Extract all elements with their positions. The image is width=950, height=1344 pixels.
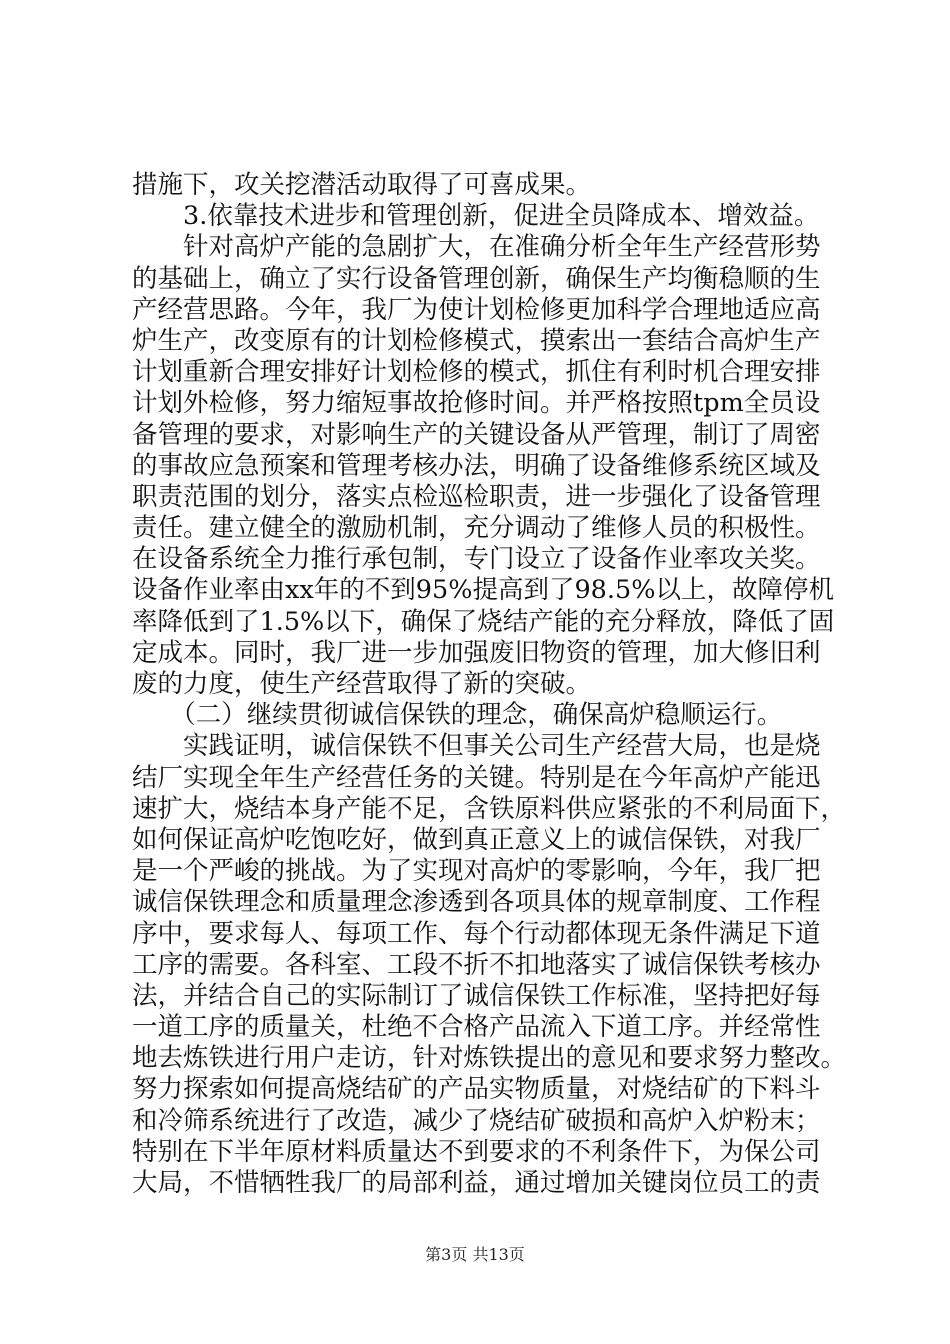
text-line: 措施下，攻关挖潜活动取得了可喜成果。 [132, 170, 592, 200]
text-line: 是一个严峻的挑战。为了实现对高炉的零影响，今年，我厂把 [132, 856, 821, 887]
text-line: 一道工序的质量关，杜绝不合格产品流入下道工序。并经常性 [132, 1012, 821, 1043]
text-line: 工序的需要。各科室、工段不折不扣地落实了诚信保铁考核办 [132, 949, 821, 980]
text-line: 如何保证高炉吃饱吃好，做到真正意义上的诚信保铁，对我厂 [132, 824, 821, 855]
body-text [132, 170, 852, 1199]
text-line: 法，并结合自己的实际制订了诚信保铁工作标准，坚持把好每 [132, 980, 821, 1011]
text-line: 和冷筛系统进行了改造，减少了烧结矿破损和高炉入炉粉末； [132, 1105, 821, 1136]
text-line: 备管理的要求，对影响生产的关键设备从严管理，制订了周密 [132, 419, 821, 450]
text-line: （二）继续贯彻诚信保铁的理念，确保高炉稳顺运行。 [132, 700, 783, 731]
text-line: 速扩大，烧结本身产能不足，含铁原料供应紧张的不利局面下， [132, 793, 847, 824]
text-line: 的基础上，确立了实行设备管理创新，确保生产均衡稳顺的生 [132, 263, 821, 294]
text-line: 针对高炉产能的急剧扩大，在准确分析全年生产经营形势 [132, 232, 821, 263]
text-line: 设备作业率由xx年的不到95%提高到了98.5%以上，故障停机 [132, 575, 834, 606]
text-line: 特别在下半年原材料质量达不到要求的不利条件下，为保公司 [132, 1136, 821, 1167]
text-line: 3.依靠技术进步和管理创新，促进全员降成本、增效益。 [132, 201, 820, 232]
text-line: 计划重新合理安排好计划检修的模式，抓住有利时机合理安排 [132, 357, 821, 388]
text-line: 在设备系统全力推行承包制，专门设立了设备作业率攻关奖。 [132, 544, 821, 575]
text-line: 诚信保铁理念和质量理念渗透到各项具体的规章制度、工作程 [132, 887, 821, 918]
text-line: 大局，不惜牺牲我厂的局部利益，通过增加关键岗位员工的责 [132, 1168, 821, 1198]
text-line: 地去炼铁进行用户走访，针对炼铁提出的意见和要求努力整改。 [132, 1043, 847, 1074]
text-line: 责任。建立健全的激励机制，充分调动了维修人员的积极性。 [132, 513, 821, 544]
text-line: 结厂实现全年生产经营任务的关键。特别是在今年高炉产能迅 [132, 762, 821, 793]
text-line: 计划外检修，努力缩短事故抢修时间。并严格按照tpm全员设 [132, 388, 821, 419]
page-footer: 第3页 共13页 [425, 1245, 525, 1264]
text-line: 废的力度，使生产经营取得了新的突破。 [132, 669, 592, 699]
text-line: 序中，要求每人、每项工作、每个行动都体现无条件满足下道 [132, 918, 821, 949]
text-line: 炉生产，改变原有的计划检修模式，摸索出一套结合高炉生产 [132, 325, 821, 356]
text-line: 实践证明，诚信保铁不但事关公司生产经营大局，也是烧 [132, 731, 821, 762]
text-line: 职责范围的划分，落实点检巡检职责，进一步强化了设备管理 [132, 481, 821, 512]
text-line: 努力探索如何提高烧结矿的产品实物质量，对烧结矿的下料斗 [132, 1074, 821, 1105]
text-line: 定成本。同时，我厂进一步加强废旧物资的管理，加大修旧利 [132, 637, 821, 668]
text-line: 的事故应急预案和管理考核办法，明确了设备维修系统区域及 [132, 450, 821, 481]
text-line: 产经营思路。今年，我厂为使计划检修更加科学合理地适应高 [132, 294, 821, 325]
text-line: 率降低到了1.5%以下，确保了烧结产能的充分释放，降低了固 [132, 606, 835, 637]
